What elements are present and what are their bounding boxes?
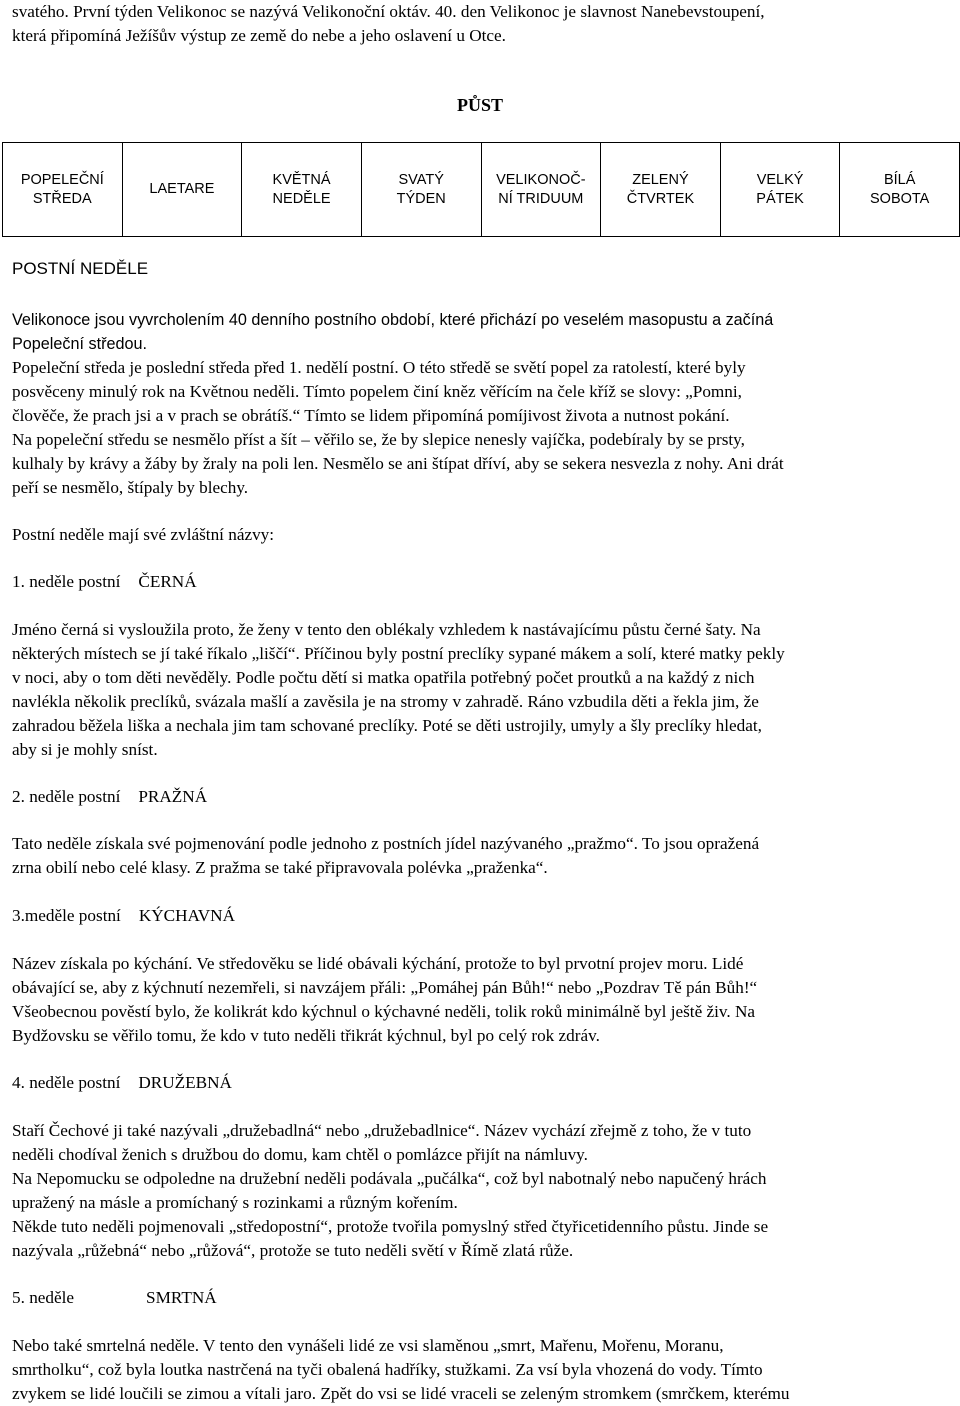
text-line: posvěceny minulý rok na Květnou neděli. Tímto popelem činí kněz věřícím na čele kříž se slovy: „Pomni, — [12, 382, 742, 401]
text-line: která připomíná Ježíšův výstup ze země do nebe a jeho oslavení u Otce. — [12, 26, 506, 45]
page-title: PŮST — [456, 95, 503, 115]
text-line: některých místech se jí také říkalo „liščí“. Příčinou byly postní preclíky sypané mákem a solí, které matky pekly — [12, 644, 785, 663]
section-name: PRAŽNÁ — [138, 787, 208, 806]
table-cell-popelecni-streda: POPELEČNÍ STŘEDA — [3, 143, 123, 237]
text-line: v noci, aby o tom děti nevěděly. Podle počtu dětí si matka opatřila potřebný počet proutků a na každý z nich — [12, 668, 755, 687]
text-line: svatého. První týden Velikonoc se nazývá Velikonoční oktáv. 40. den Velikonoc je slavnost Nanebevstoupení, — [12, 2, 765, 21]
section-heading-1 — [12, 570, 952, 594]
table-cell-velky-patek: VELKÝ PÁTEK — [720, 143, 840, 237]
section-name: KÝCHAVNÁ — [138, 906, 235, 925]
section-name: DRUŽEBNÁ — [138, 1073, 232, 1092]
section-number: 2. neděle postní — [12, 787, 121, 806]
text-line: zvykem se lidé loučili se zimou a vítali jaro. Zpět do vsi se lidé vraceli se zeleným stromkem (smrčkem, kterému — [12, 1384, 790, 1403]
text-line: peří se nesmělo, štípaly by blechy. — [12, 478, 249, 497]
text-line: člověče, že prach jsi a v prach se obrátíš.“ Tímto se lidem připomíná pomíjivost života a nutnost pokání. — [12, 406, 730, 425]
table-cell-kvetna-nedele: KVĚTNÁ NEDĚLE — [242, 143, 362, 237]
text-line: Popeleční středa je poslední středa před 1. nedělí postní. O této středě se světí popel za ratolestí, které byly — [12, 358, 746, 377]
text-line: Bydžovsku se věřilo tomu, že kdo v tuto neděli třikrát kýchnul, byl po celý rok zdráv. — [12, 1026, 600, 1045]
popelec-paragraph — [12, 356, 952, 500]
section-heading-postni-nedele: POSTNÍ NEDĚLE — [12, 259, 149, 278]
text-line: aby si je mohly sníst. — [12, 740, 158, 759]
text-line: obávající se, aby z kýchnutí nezemřeli, si navzájem přáli: „Pomáhej pán Bůh!“ nebo „Pozdrav Tě pán Bůh!“ — [12, 978, 758, 997]
table-cell-zeleny-ctvrtek: ZELENÝ ČTVRTEK — [601, 143, 721, 237]
section-heading-4 — [12, 1071, 952, 1095]
section-heading-3 — [12, 904, 952, 928]
names-intro: Postní neděle mají své zvláštní názvy: — [12, 525, 275, 544]
text-line: Na Nepomucku se odpoledne na družební neděli podávala „pučálka“, což byl nabotnalý nebo napučený hrách — [12, 1169, 767, 1188]
section-paragraph-5 — [12, 1334, 952, 1406]
section-number: 1. neděle postní — [12, 572, 121, 591]
text-line: zahradou běžela liška a nechala jim tam schované preclíky. Poté se děti ustrojily, umyly a šly preclíky hledat, — [12, 716, 762, 735]
text-line: Jméno černá si vysloužila proto, že ženy v tento den oblékaly vzhledem k nastávajícímu půstu černé šaty. Na — [12, 620, 761, 639]
text-line: zrna obilí nebo celé klasy. Z pražma se také připravovala polévka „praženka“. — [12, 858, 548, 877]
table-cell-svaty-tyden: SVATÝ TÝDEN — [361, 143, 481, 237]
text-line: Tato neděle získala své pojmenování podle jednoho z postních jídel nazývaného „pražmo“. To jsou opražená — [12, 834, 760, 853]
intro-sans-paragraph — [12, 308, 952, 356]
text-line: Popeleční středou. — [12, 335, 147, 353]
text-line: Všeobecnou pověstí bylo, že kolikrát kdo kýchnul o kýchavné neděli, tolik roků minimálně byl ještě živ. Na — [12, 1002, 756, 1021]
table-cell-bila-sobota: BÍLÁ SOBOTA — [840, 143, 960, 237]
section-paragraph-4 — [12, 1119, 952, 1263]
text-line: Nebo také smrtelná neděle. V tento den vynášeli lidé ze vsi slaměnou „smrt, Mařenu, Mořenu, Moranu, — [12, 1336, 724, 1355]
section-number: 3.meděle postní — [12, 906, 121, 925]
section-heading-5 — [12, 1286, 952, 1310]
section-heading-2 — [12, 785, 952, 809]
table-cell-laetare: LAETARE — [122, 143, 242, 237]
text-line: Velikonoce jsou vyvrcholením 40 denního postního období, které přichází po veselém masopustu a začíná — [12, 311, 774, 329]
section-paragraph-1 — [12, 618, 952, 762]
text-line: navlékla několik preclíků, svázala mašlí a zavěsila je na stromy v zahradě. Ráno vzbudila děti a řekla jim, že — [12, 692, 759, 711]
text-line: smrtholku“, což byla loutka nastrčená na tyči obalená hadříky, stužkami. Za vsí byla vhozená do vody. Tímto — [12, 1360, 763, 1379]
section-number: 4. neděle postní — [12, 1073, 121, 1092]
section-name: ČERNÁ — [138, 572, 197, 591]
lent-periods-table — [2, 142, 960, 237]
text-line: kulhaly by krávy a žáby by žraly na poli len. Nesmělo se ani štípat dříví, aby se sekera nesvezla z nohy. Ani drát — [12, 454, 784, 473]
text-line: Na popeleční středu se nesmělo příst a šít – věřilo se, že by slepice nenesly vajíčka, podebíraly by se prsty, — [12, 430, 745, 449]
text-line: nazývala „růžebná“ nebo „růžová“, protože se tuto neděli světí v Římě zlatá růže. — [12, 1241, 574, 1260]
text-line: Název získala po kýchání. Ve středověku se lidé obávali kýchání, protože to byl prvotní projev moru. Lidé — [12, 954, 744, 973]
section-name: SMRTNÁ — [146, 1288, 217, 1307]
text-line: Staří Čechové ji také nazývali „družebadlná“ nebo „družebadlnice“. Název vychází zřejmě z toho, že v tuto — [12, 1121, 752, 1140]
text-line: upražený na másle a promíchaný s rozinkami a různým kořením. — [12, 1193, 458, 1212]
section-paragraph-2 — [12, 832, 952, 880]
text-line: Někde tuto neděli pojmenovali „středopostní“, protože tvořila pomyslný střed čtyřicetidenního půstu. Jinde se — [12, 1217, 769, 1236]
section-paragraph-3 — [12, 952, 952, 1048]
text-line: neděli chodíval ženich s družbou do domu, kam chtěl o pomlázce přijít na námluvy. — [12, 1145, 588, 1164]
table-cell-velikonocni-triduum: VELIKONOČ- NÍ TRIDUUM — [481, 143, 601, 237]
section-number: 5. neděle — [12, 1288, 75, 1307]
intro-paragraph — [12, 0, 952, 48]
